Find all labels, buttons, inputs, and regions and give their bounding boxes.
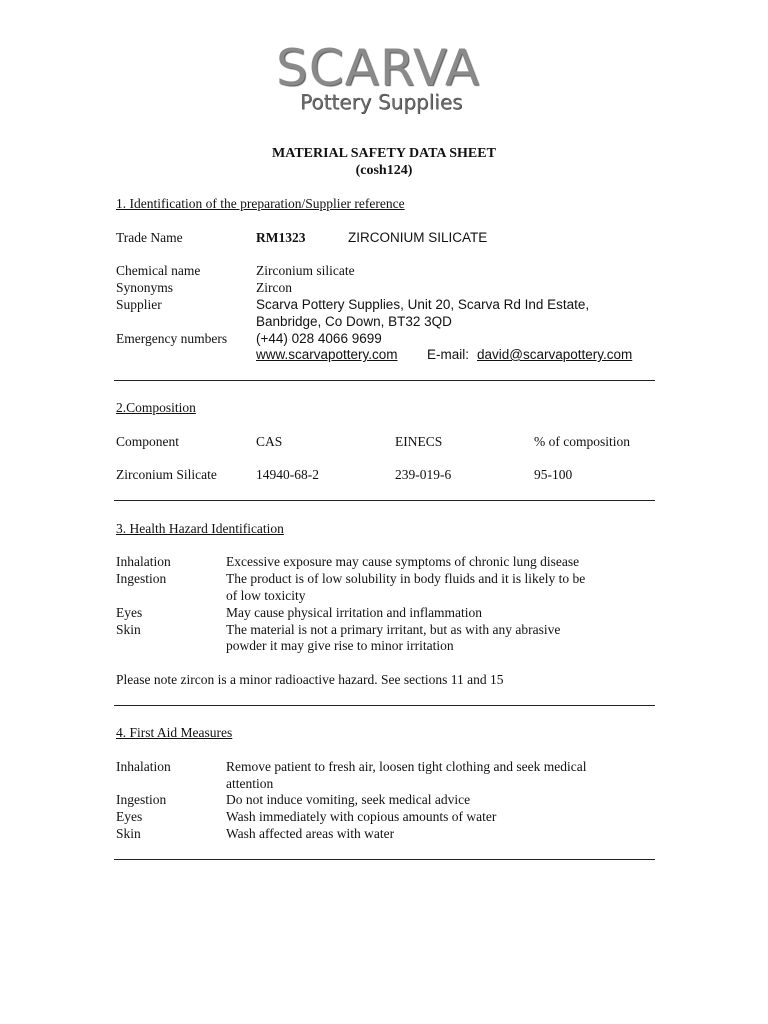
document-code: (cosh124) — [355, 163, 413, 178]
document-title: MATERIAL SAFETY DATA SHEET — [272, 146, 496, 161]
hazard-skin-text-2: powder it may give rise to minor irritation — [226, 638, 454, 653]
composition-cell-component: Zirconium Silicate — [116, 467, 217, 482]
composition-header-einecs: EINECS — [395, 434, 443, 449]
composition-cell-cas: 14940-68-2 — [256, 467, 319, 482]
email-label: E-mail: — [427, 347, 470, 362]
hazard-inhalation-text: Excessive exposure may cause symptoms of chronic lung disease — [226, 554, 580, 569]
firstaid-eyes-text: Wash immediately with copious amounts of water — [226, 809, 497, 824]
section-divider — [114, 859, 655, 860]
hazard-ingestion-text-2: of low toxicity — [226, 588, 306, 603]
website-link[interactable]: www.scarvapottery.com — [256, 347, 398, 362]
hazard-skin-label: Skin — [116, 622, 141, 637]
section-3-heading: 3. Health Hazard Identification — [116, 521, 284, 536]
firstaid-inhalation-label: Inhalation — [116, 759, 171, 774]
firstaid-skin-text: Wash affected areas with water — [226, 826, 395, 841]
emergency-value: (+44) 028 4066 9699 — [256, 331, 382, 346]
section-divider — [114, 380, 655, 381]
section-divider — [114, 705, 655, 706]
radioactive-note: Please note zircon is a minor radioactive hazard. See sections 11 and 15 — [116, 672, 504, 687]
composition-cell-percent: 95-100 — [534, 467, 573, 482]
synonyms-value: Zircon — [256, 280, 292, 295]
hazard-eyes-text: May cause physical irritation and inflammation — [226, 605, 483, 620]
section-2-heading: 2.Composition — [116, 400, 196, 415]
firstaid-inhalation-text-1: Remove patient to fresh air, loosen tight clothing and seek medical — [226, 759, 587, 774]
trade-code: RM1323 — [256, 230, 306, 245]
section-4-heading: 4. First Aid Measures — [116, 725, 233, 740]
trade-name-label: Trade Name — [116, 230, 183, 245]
firstaid-ingestion-text: Do not induce vomiting, seek medical advice — [226, 792, 471, 807]
section-1-heading: 1. Identification of the preparation/Supplier reference — [116, 196, 405, 211]
company-logo-tagline: Pottery Supplies — [300, 90, 463, 114]
firstaid-inhalation-text-2: attention — [226, 776, 274, 791]
firstaid-ingestion-label: Ingestion — [116, 792, 167, 807]
hazard-eyes-label: Eyes — [116, 605, 143, 620]
hazard-ingestion-text-1: The product is of low solubility in body fluids and it is likely to be — [226, 571, 586, 586]
supplier-address-line-1: Scarva Pottery Supplies, Unit 20, Scarva Rd Ind Estate, — [256, 297, 590, 312]
synonyms-label: Synonyms — [116, 280, 174, 295]
chemical-name-value: Zirconium silicate — [256, 263, 355, 278]
composition-header-cas: CAS — [256, 434, 283, 449]
emergency-label: Emergency numbers — [116, 331, 228, 346]
supplier-label: Supplier — [116, 297, 162, 312]
firstaid-skin-label: Skin — [116, 826, 141, 841]
company-logo: SCARVA — [276, 39, 481, 97]
composition-header-percent: % of composition — [534, 434, 630, 449]
hazard-skin-text-1: The material is not a primary irritant, but as with any abrasive — [226, 622, 561, 637]
firstaid-eyes-label: Eyes — [116, 809, 143, 824]
composition-cell-einecs: 239-019-6 — [395, 467, 452, 482]
section-divider — [114, 500, 655, 501]
hazard-ingestion-label: Ingestion — [116, 571, 167, 586]
supplier-address-line-2: Banbridge, Co Down, BT32 3QD — [256, 314, 452, 329]
chemical-name-label: Chemical name — [116, 263, 201, 278]
hazard-inhalation-label: Inhalation — [116, 554, 171, 569]
trade-product: ZIRCONIUM SILICATE — [348, 230, 488, 245]
email-link[interactable]: david@scarvapottery.com — [477, 347, 633, 362]
composition-header-component: Component — [116, 434, 179, 449]
